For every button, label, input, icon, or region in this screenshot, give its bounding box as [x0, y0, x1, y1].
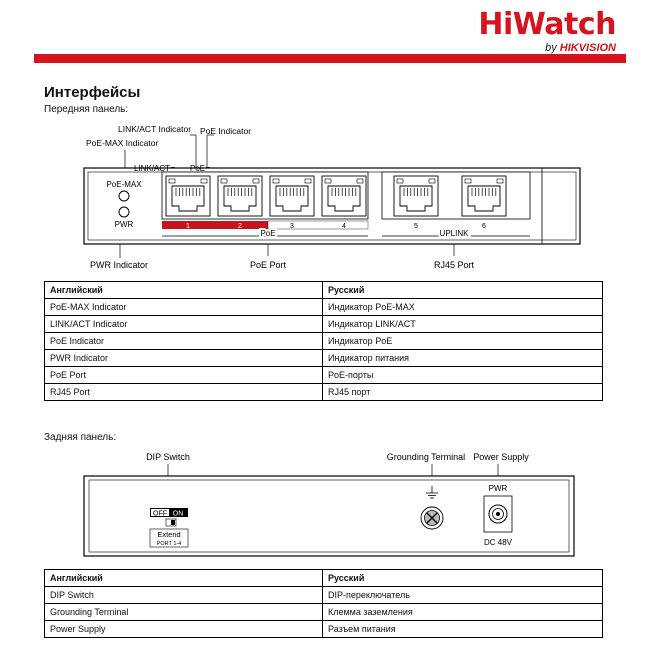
label-panel-poe-max: PoE-MAX	[106, 180, 142, 189]
dip-port-range-label: PORT 1-4	[156, 541, 182, 547]
table-row	[45, 367, 603, 384]
cell-russian: Клемма заземления	[323, 604, 603, 621]
table-row	[45, 350, 603, 367]
logo-by: by	[545, 42, 557, 54]
port-number-4: 4	[342, 223, 346, 230]
pwr-led-icon	[119, 207, 129, 217]
poe-port-1-icon	[166, 176, 210, 216]
cell-english: DIP Switch	[45, 587, 323, 604]
label-poe: PoE	[190, 164, 206, 173]
column-header-russian: Русский	[323, 570, 603, 587]
table-header-row	[45, 570, 603, 587]
label-panel-pwr: PWR	[114, 220, 134, 229]
group-label-uplink: UPLINK	[439, 229, 469, 238]
column-header-russian: Русский	[323, 282, 603, 299]
poe-port-2-icon	[218, 176, 262, 216]
column-header-english: Английский	[45, 282, 323, 299]
cell-english: PoE-MAX Indicator	[45, 299, 323, 316]
callout-rj45-port: RJ45 Port	[433, 260, 475, 270]
cell-russian: Индикатор PoE-MAX	[323, 299, 603, 316]
cell-russian: Индикатор PoE	[323, 333, 603, 350]
cell-russian: Индикатор питания	[323, 350, 603, 367]
poe-port-4-icon	[322, 176, 366, 216]
power-pwr-label: PWR	[488, 484, 508, 493]
dip-off-label: OFF	[153, 510, 167, 518]
table-header-row	[45, 282, 603, 299]
cell-russian: PoE-порты	[323, 367, 603, 384]
logo-brand: HiWatch	[478, 7, 616, 42]
port-number-5: 5	[414, 223, 418, 230]
table-row	[45, 333, 603, 350]
front-panel-table	[44, 281, 603, 401]
group-label-poe: PoE	[260, 229, 276, 238]
label-link-act: LINK/ACT	[134, 164, 171, 173]
dip-on-label: ON	[172, 510, 184, 518]
callout-grounding-terminal: Grounding Terminal	[386, 452, 466, 462]
rear-panel-table	[44, 569, 603, 638]
callout-dip-switch: DIP Switch	[146, 452, 190, 462]
cell-english: RJ45 Port	[45, 384, 323, 401]
poe-budget-bar	[162, 221, 268, 229]
front-panel-diagram	[0, 0, 660, 280]
logo-maker: HIKVISION	[559, 42, 616, 54]
cell-english: PWR Indicator	[45, 350, 323, 367]
cell-english: Grounding Terminal	[45, 604, 323, 621]
cell-english: PoE Indicator	[45, 333, 323, 350]
cell-english: LINK/ACT Indicator	[45, 316, 323, 333]
callout-poe-indicator: PoE Indicator	[200, 126, 252, 136]
cell-russian: DIP-переключатель	[323, 587, 603, 604]
table-row	[45, 384, 603, 401]
dip-extend-label: Extend	[157, 530, 181, 539]
column-header-english: Английский	[45, 570, 323, 587]
port-number-1: 1	[186, 223, 190, 230]
table-row	[45, 587, 603, 604]
table-row	[45, 621, 603, 638]
front-panel-subtitle: Передняя панель:	[44, 104, 129, 115]
table-row	[45, 299, 603, 316]
cell-russian: Разъем питания	[323, 621, 603, 638]
table-row	[45, 316, 603, 333]
port-number-2: 2	[238, 223, 242, 230]
port-number-6: 6	[482, 223, 486, 230]
cell-russian: Индикатор LINK/ACT	[323, 316, 603, 333]
section-title: Интерфейсы	[44, 84, 141, 101]
poe-port-3-icon	[270, 176, 314, 216]
cell-english: PoE Port	[45, 367, 323, 384]
callout-pwr-indicator: PWR Indicator	[90, 260, 149, 270]
callout-poe-port: PoE Port	[249, 260, 287, 270]
cell-english: Power Supply	[45, 621, 323, 638]
cell-russian: RJ45 порт	[323, 384, 603, 401]
rear-panel-subtitle: Задняя панель:	[44, 432, 117, 443]
callout-link-act: LINK/ACT Indicator	[118, 124, 192, 134]
callout-power-supply: Power Supply	[473, 452, 529, 462]
power-dc-label: DC 48V	[483, 538, 513, 547]
table-row	[45, 604, 603, 621]
rear-panel-diagram	[0, 440, 660, 570]
poe-max-led-icon	[119, 191, 129, 201]
rj45-port-6-icon	[462, 176, 506, 216]
callout-poe-max: PoE-MAX Indicator	[86, 138, 159, 148]
rj45-port-5-icon	[394, 176, 438, 216]
grounding-screw-icon	[421, 507, 443, 529]
port-number-3: 3	[290, 223, 294, 230]
